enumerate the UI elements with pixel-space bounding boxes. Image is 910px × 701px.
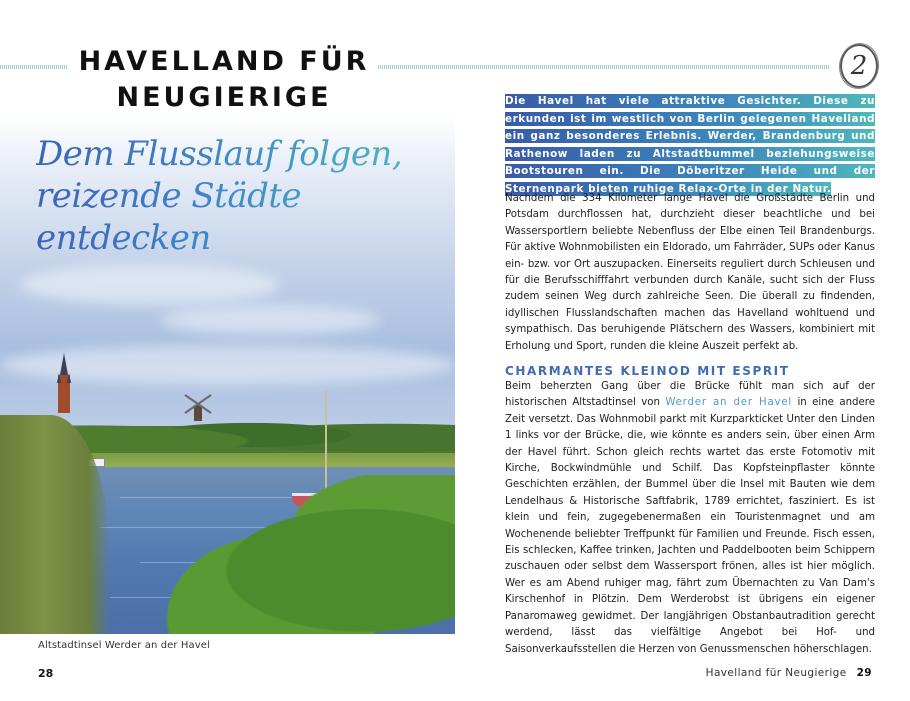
photo-caption: Altstadtinsel Werder an der Havel (38, 640, 210, 651)
church-tower-icon (54, 353, 74, 413)
dotted-rule-left (0, 65, 68, 69)
intro-highlight (505, 93, 875, 199)
subtitle-line-2: reizende Städte entdecken (36, 176, 302, 258)
chapter-number: 2 (850, 51, 868, 81)
paragraph-2 (505, 379, 875, 658)
chapter-number-badge (840, 44, 878, 88)
chapter-title-line-1: HAVELLAND FÜR (78, 46, 370, 77)
running-footer (706, 667, 872, 679)
foreground-bush (150, 475, 455, 634)
running-footer-title: Havelland für Neugierige (705, 667, 847, 679)
intro-text: Die Havel hat viele attraktive Gesichter. Diese zu erkunden ist im westlich von Berlin gelegenen Havelland ein ganz besonderes Erlebnis. Werder, Brandenburg und Rathenow laden zu Altstadtbummel beziehungsweise Bootstouren ein. Die Döberitzer Heide und der Sternenpark bieten ruhige Relax-Orte in der Natur. (505, 95, 875, 195)
cloud-shape (160, 305, 380, 335)
cloud-shape (20, 265, 280, 305)
chapter-title (74, 44, 374, 116)
chapter-subtitle (36, 133, 426, 259)
page-number-left: 28 (38, 667, 54, 680)
werder-link[interactable]: Werder an der Havel (665, 397, 793, 409)
page-number-right: 29 (856, 667, 872, 679)
paragraph-2-text: Beim beherzten Gang über die Brücke fühlt man sich auf der historischen Altstadtinsel von (505, 381, 875, 409)
chapter-title-line-2: NEUGIERIGE (116, 82, 332, 113)
photo-werder-havel (0, 115, 455, 634)
dotted-rule-right (378, 65, 830, 69)
section-heading: CHARMANTES KLEINOD MIT ESPRIT (505, 364, 790, 378)
paragraph-1: Nachdem die 334 Kilometer lange Havel die Großstädte Berlin und Potsdam durchflossen hat, durchzieht dieser beachtliche und bei Wassersportlern beliebte Nebenfluss der Elbe einen Teil Brandenburgs. Für aktive Wohnmobilisten ein Eldorado, um Fahrräder, SUPs oder Kanus ein- bzw. vor Ort auszupacken. Einerseits reguliert durch Schleusen und für die Berufsschifffahrt verbunden durch Kanäle, sucht sich der Fluss zudem seinen Weg durch zahlreiche Seen. Die überall zu findenden, idyllischen Flusslandschaften machen das Havelland wohltuend und sympathisch. Das beruhigende Plätschern des Wassers, kombiniert mit Erholung und Sport, runden die kleine Auszeit perfekt ab. (505, 193, 875, 352)
subtitle-line-1: Dem Flusslauf folgen, (36, 134, 403, 174)
paragraph-2-text: in eine andere Zeit versetzt. Das Wohnmobil parkt mit Kurzparkticket Unter den Linden 1 links vor der Brücke, die, wie könnte es anders sein, über einen Arm der Havel führt. Schon gleich rechts wartet das erste Fotomotiv mit Kirche, Bockwindmühle und Schilf. Das Kopfsteinpflaster könnte Geschichten erzählen, der Bummel über die Insel mit Bauten wie dem Lendelhaus & Historische Saftfabrik, 1789 errichtet, fasziniert. Es ist klein und fein, zugegebenermaßen ein Touristenmagnet und am Wochenende beliebter Treffpunkt für Familien und Freunde. Fisch essen, Eis schlecken, Kaffee trinken, Jachten und Paddelbooten beim Schippern zuschauen oder selbst dem Wassersport frönen, alles ist hier möglich. Wer es am Abend ruhiger mag, fährt zum Übernachten zu Van Dam's Kirschenhof in Plötzin. Dem Werderobst ist übrigens ein eigener Panaromaweg gewidmet. Der langjährigen Obstanbautradition gerecht werdend, lässt das vielfältige Angebot bei Hof- und Saisonverkaufsstellen die Herzen von Genussmenschen höherschlagen. (505, 397, 876, 655)
